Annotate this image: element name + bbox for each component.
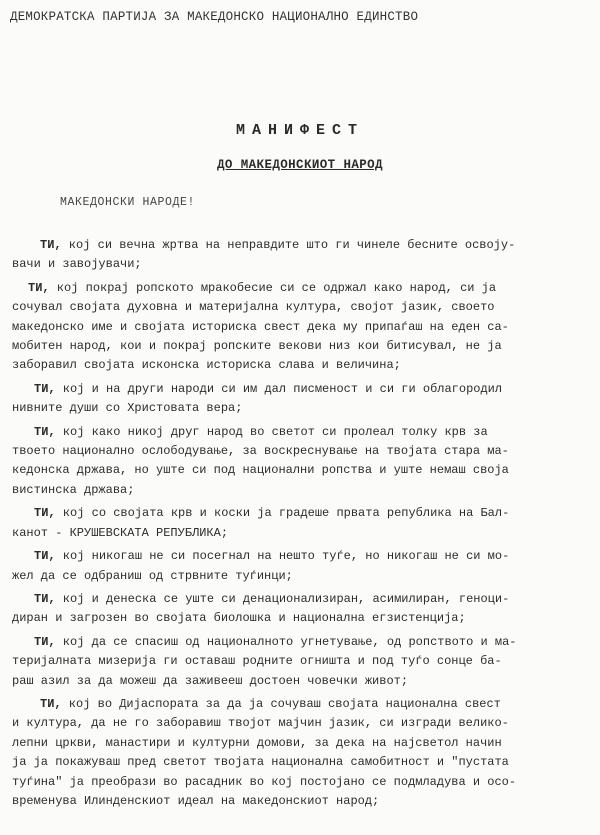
paragraph-text: туѓина" ја преобрази во расадник во кој постојано се подмладува и осо- xyxy=(12,774,517,789)
paragraph-text: жел да се одбраниш од стрвните туѓинци; xyxy=(12,568,293,583)
paragraph-line xyxy=(12,792,590,811)
paragraph-lead: ТИ, xyxy=(34,381,56,396)
paragraph-text: вачи и завојувачи; xyxy=(12,257,142,272)
paragraph-line xyxy=(12,504,590,523)
paragraph-text: раш азил за да можеш да заживееш достоен човечки живот; xyxy=(12,673,409,688)
paragraph-line xyxy=(12,236,590,255)
paragraph-line xyxy=(12,590,590,609)
paragraph-line xyxy=(12,298,590,317)
paragraph-line xyxy=(12,547,590,566)
paragraph-text: временува Илинденскиот идеал на македонскиот народ; xyxy=(12,793,380,808)
paragraph-lead: ТИ, xyxy=(34,506,56,521)
paragraph-lead: ТИ, xyxy=(28,280,50,295)
paragraph-text: лепни цркви, манастири и културни домови, за дека на најсветол начин xyxy=(12,735,502,750)
paragraph-line xyxy=(12,609,590,628)
paragraph-line xyxy=(12,695,590,714)
paragraph-text: кој во Дијаспората за да ја сочуваш својата национална свест xyxy=(61,696,501,711)
paragraph-lead: ТИ, xyxy=(34,591,56,606)
paragraph-line xyxy=(12,380,590,399)
paragraph-line xyxy=(12,399,590,418)
paragraph-line xyxy=(12,461,590,480)
paragraph-text: вистинска држава; xyxy=(12,482,135,497)
paragraph-text: кедонска држава, но уште си под национални ропства и уште немаш своја xyxy=(12,463,509,478)
paragraph-text: теријалната мизерија ги оставаш родните огништа и под туѓо сонце ба- xyxy=(12,654,502,669)
paragraph-text: нивните души со Христовата вера; xyxy=(12,401,243,416)
paragraph-text: твоето национално ослободување, за воскреснување на твојата стара ма- xyxy=(12,444,509,459)
paragraph-line xyxy=(12,481,590,500)
paragraph-text: кој и на други народи си им дал писменост и си ги облагородил xyxy=(55,381,503,396)
paragraph-line xyxy=(12,423,590,442)
paragraph-text: сочувал својата духовна и материјална култура, својот јазик, своето xyxy=(12,300,495,315)
paragraph-line xyxy=(12,337,590,356)
party-header: ДЕМОКРАТСКА ПАРТИЈА ЗА МАКЕДОНСКО НАЦИОНАЛНО ЕДИНСТВО xyxy=(10,10,419,24)
paragraph-text: мобитен народ, кои и покрај ропските векови низ кои битисувал, не ја xyxy=(12,339,502,354)
paragraph-text: диран и загрозен во својата биолошка и национална егзистенција; xyxy=(12,611,466,626)
paragraph-lead: ТИ, xyxy=(40,696,62,711)
paragraph-text: кој како никој друг народ во светот си пролеал толку крв за xyxy=(55,424,488,439)
paragraph-text: ја ја покажуваш пред светот твојата национална самобитност и "пустата xyxy=(12,755,509,770)
paragraph-line xyxy=(12,734,590,753)
paragraph-line xyxy=(12,652,590,671)
paragraph-lead: ТИ, xyxy=(34,634,56,649)
paragraph-line xyxy=(12,356,590,375)
paragraph-lead: ТИ, xyxy=(34,424,56,439)
paragraph-text: кој никогаш не си посегнал на нешто туѓе, но никогаш не си мо- xyxy=(55,549,510,564)
paragraph-line xyxy=(12,442,590,461)
paragraph-text: канот - КРУШЕВСКАТА РЕПУБЛИКА; xyxy=(12,525,229,540)
paragraph-line xyxy=(12,633,590,652)
paragraph-line xyxy=(12,524,590,543)
paragraph-text: македонско име и својата историска свест дека му припаѓаш на еден са- xyxy=(12,319,509,334)
paragraph-line xyxy=(12,773,590,792)
paragraph-line xyxy=(12,279,590,298)
paragraph-text: кој покрај ропското мракобесие си се одржал како народ, си ја xyxy=(49,280,497,295)
paragraph-lead: ТИ, xyxy=(34,549,56,564)
paragraph-line xyxy=(12,567,590,586)
paragraph-line xyxy=(12,753,590,772)
paragraph-line xyxy=(12,255,590,274)
salutation: МАКЕДОНСКИ НАРОДЕ! xyxy=(60,196,196,209)
paragraph-text: кој си вечна жртва на неправдите што ги чинеле бесните освоју- xyxy=(61,238,516,252)
document-subtitle: ДО МАКЕДОНСКИОТ НАРОД xyxy=(217,158,383,172)
paragraph-text: кој со својата крв и коски ја градеше првата република на Бал- xyxy=(55,506,510,521)
paragraph-text: кој и денеска се уште си денационализиран, асимилиран, геноци- xyxy=(55,591,510,606)
paragraph-text: кој да се спасиш од националното угнетување, од ропството и ма- xyxy=(55,634,517,649)
paragraph-line xyxy=(12,318,590,337)
paragraph-text: и култура, да не го заборавиш твојот мајчин јазик, си изгради велико- xyxy=(12,716,509,731)
paragraph-lead: ТИ, xyxy=(40,238,62,252)
paragraph-text: заборавил својата исконска историска слава и величина; xyxy=(12,358,401,373)
document-title: МАНИФЕСТ xyxy=(235,122,364,139)
paragraph-line xyxy=(12,672,590,691)
manifesto-body xyxy=(12,236,590,811)
paragraph-line xyxy=(12,714,590,733)
